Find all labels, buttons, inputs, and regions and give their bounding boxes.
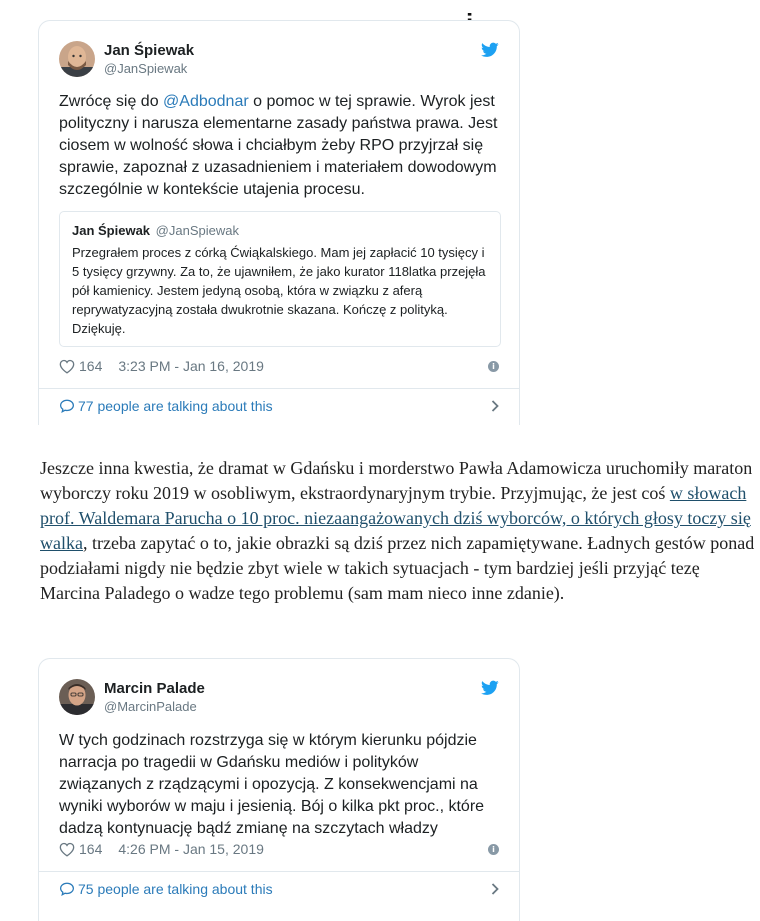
tweet-timestamp[interactable]: 3:23 PM - Jan 16, 2019 bbox=[118, 358, 264, 374]
quoted-author-name: Jan Śpiewak bbox=[72, 223, 151, 238]
talking-count-text[interactable]: 77 people are talking about this bbox=[78, 398, 273, 414]
chevron-right-icon[interactable] bbox=[491, 883, 499, 895]
like-count[interactable]: 164 bbox=[79, 841, 103, 857]
tweet-text: W tych godzinach rozstrzyga się w którym kierunku pójdzie narracja po tragedii w Gdańsku mediów i polityków związanych z rządzącymi i opozycją. Z konsekwencjami na wyniki wyborów w maju i jesienią. Bój o kilka pkt proc., które dadzą kontynuację bądź zmianę na szczytach władzy bbox=[59, 732, 485, 837]
tweet-author[interactable] bbox=[59, 679, 205, 715]
info-icon[interactable]: i bbox=[488, 361, 499, 372]
tweet-text: Zwrócę się do @Adbodnar o pomoc w tej sprawie. Wyrok jest polityczny i narusza elementarne zasady państwa prawa. Jest ciosem w wolność słowa i chciałbym żeby RPO przyjrzał się sprawie, zapoznał z uzasadnieniem i materiałem dowodowym szczególnie w kontekście utajenia procesu. bbox=[59, 93, 498, 198]
quoted-tweet-text: Przegrałem proces z córką Ćwiąkalskiego. Mam jej zapłacić 10 tysięcy i 5 tysięcy grzywny. Za to, że ujawniłem, że jako kurator 118latka przejęła pół kamienicy. Jestem jedyną osobą, która w związku z aferą reprywatyzacyjną została dwukrotnie skazana. Kończę z polityką. Dziękuję. bbox=[72, 245, 486, 336]
chevron-right-icon[interactable] bbox=[491, 400, 499, 412]
embedded-tweet[interactable] bbox=[38, 20, 520, 425]
twitter-bird-icon[interactable] bbox=[481, 680, 499, 696]
talking-link[interactable] bbox=[59, 881, 499, 897]
heart-icon[interactable] bbox=[59, 359, 75, 374]
speech-bubble-icon bbox=[59, 399, 75, 413]
like-count[interactable]: 164 bbox=[79, 358, 103, 374]
embedded-tweet[interactable] bbox=[38, 658, 520, 921]
mention-link[interactable]: @Adbodnar bbox=[163, 93, 249, 110]
tweet-meta bbox=[59, 358, 499, 374]
divider bbox=[39, 388, 519, 389]
talking-count-text[interactable]: 75 people are talking about this bbox=[78, 881, 273, 897]
author-name[interactable]: Marcin Palade bbox=[104, 680, 205, 697]
quoted-tweet[interactable] bbox=[59, 211, 501, 347]
talking-link[interactable] bbox=[59, 398, 499, 414]
tweet-author[interactable] bbox=[59, 41, 194, 77]
tweet-meta bbox=[59, 841, 499, 857]
author-handle[interactable]: @JanSpiewak bbox=[104, 61, 188, 76]
article-paragraph: Jeszcze inna kwestia, że dramat w Gdańsku i morderstwo Pawła Adamowicza uruchomiły maraton wyborczy roku 2019 w osobliwym, ekstraordynaryjnym trybie. Przyjmując, że jest coś w słowach prof. Waldemara Parucha o 10 proc. niezaangażowanych dziś wyborców, o których głosy toczy się walka, trzeba zapytać o to, jakie obrazki są dziś przez nich zapamiętywane. Ładnych gestów ponad podziałami nigdy nie będzie zbyt wiele w takich sytuacjach - tym bardziej jeśli przyjąć tezę Marcina Paladego o wadze tego problemu (sam mam nieco inne zdanie). bbox=[40, 458, 755, 603]
info-icon[interactable]: i bbox=[488, 844, 499, 855]
author-handle[interactable]: @MarcinPalade bbox=[104, 699, 197, 714]
article-link[interactable]: w słowach prof. Waldemara Parucha o 10 proc. niezaangażowanych dziś wyborców, o których głosy toczy się walka bbox=[40, 483, 751, 553]
heart-icon[interactable] bbox=[59, 842, 75, 857]
twitter-bird-icon[interactable] bbox=[481, 42, 499, 58]
avatar[interactable] bbox=[59, 679, 95, 715]
divider bbox=[39, 871, 519, 872]
author-name[interactable]: Jan Śpiewak bbox=[104, 42, 195, 59]
tweet-timestamp[interactable]: 4:26 PM - Jan 15, 2019 bbox=[118, 841, 264, 857]
speech-bubble-icon bbox=[59, 882, 75, 896]
quoted-author-handle: @JanSpiewak bbox=[155, 223, 239, 238]
avatar[interactable] bbox=[59, 41, 95, 77]
